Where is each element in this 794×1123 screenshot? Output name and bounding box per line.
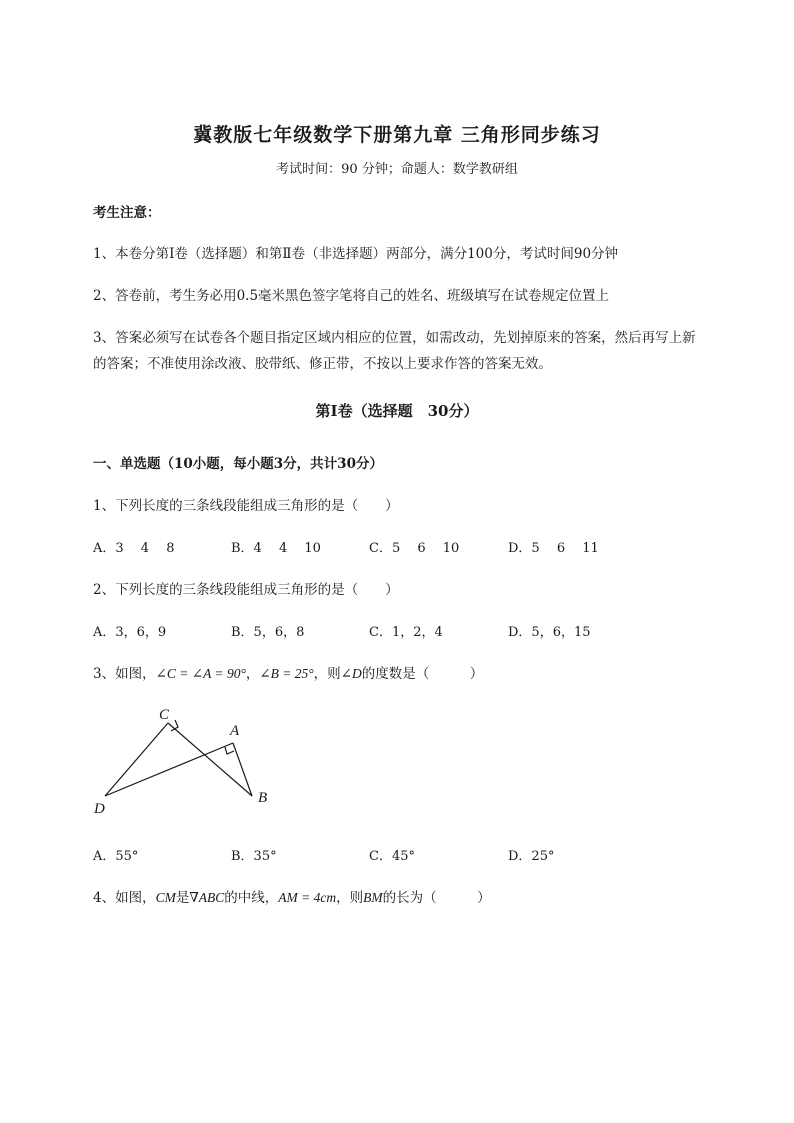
question-1-option-c[interactable]: C．5 6 10 xyxy=(369,541,460,556)
notice-item-1: 1、本卷分第Ⅰ卷（选择题）和第Ⅱ卷（非选择题）两部分，满分100分，考试时间90分钟 xyxy=(93,246,619,262)
question-4-suffix: 的长为（ ） xyxy=(382,890,491,906)
section-title: 第Ⅰ卷（选择题 30分） xyxy=(315,402,479,420)
question-2-option-c[interactable]: C．1，2，4 xyxy=(369,625,443,640)
label-a: A xyxy=(230,723,240,739)
right-angle-mark-c xyxy=(171,720,178,731)
question-4-stem-prefix: 4、如图， xyxy=(93,890,156,906)
question-3-stem xyxy=(93,662,483,682)
question-3-option-d[interactable]: D．25° xyxy=(508,849,555,864)
notice-item-3: 3、答案必须写在试卷各个题目指定区域内相应的位置，如需改动，先划掉原来的答案，然后再写上新 xyxy=(93,330,696,346)
question-4-stem xyxy=(93,886,491,906)
right-angle-mark-a xyxy=(225,747,234,754)
label-c: C xyxy=(159,707,170,723)
question-2-option-a[interactable]: A．3，6，9 xyxy=(93,625,167,640)
exam-info: 考试时间：90 分钟；命题人：数学教研组 xyxy=(276,162,518,177)
question-3-angle-condition: ∠C = ∠A = 90° xyxy=(155,666,246,681)
question-4-mid3: ，则 xyxy=(336,890,364,906)
question-3-stem-prefix: 3、如图， xyxy=(93,666,156,682)
question-1-option-d[interactable]: D．5 6 11 xyxy=(508,541,599,556)
label-d: D xyxy=(94,801,105,817)
question-3-suffix: 的度数是（ ） xyxy=(361,666,484,682)
question-3-option-a[interactable]: A．55° xyxy=(93,849,139,864)
page-title: 冀教版七年级数学下册第九章 三角形同步练习 xyxy=(193,124,601,146)
question-3-angle-d: ∠D xyxy=(340,666,362,681)
question-4-am: AM = 4cm xyxy=(278,890,337,905)
question-4-cm: CM xyxy=(155,890,176,905)
notice-heading: 考生注意： xyxy=(93,205,161,221)
segment-dc xyxy=(105,723,168,796)
question-1-option-b[interactable]: B．4 4 10 xyxy=(231,541,321,556)
label-b: B xyxy=(258,790,268,806)
question-3-angle-b: ∠B = 25° xyxy=(259,666,314,681)
question-3-option-c[interactable]: C．45° xyxy=(369,849,415,864)
question-3-option-b[interactable]: B．35° xyxy=(231,849,277,864)
notice-item-2: 2、答卷前，考生务必用0.5毫米黑色签字笔将自己的姓名、班级填写在试卷规定位置上 xyxy=(93,288,610,304)
question-3-mid: ，则 xyxy=(313,666,341,682)
triangle-figure xyxy=(88,700,288,825)
question-4-mid2: 的中线， xyxy=(224,890,279,906)
notice-item-3-cont: 的答案；不准使用涂改液、胶带纸、修正带，不按以上要求作答的答案无效。 xyxy=(93,356,552,372)
question-4-bm: BM xyxy=(363,890,383,905)
question-2-option-b[interactable]: B．5，6，8 xyxy=(231,625,305,640)
question-4-mid1: 是 xyxy=(175,890,190,906)
segment-da xyxy=(105,743,233,796)
question-4-triangle: ∇ABC xyxy=(189,890,225,905)
question-1-option-a[interactable]: A．3 4 8 xyxy=(93,541,175,556)
question-3-sep: ， xyxy=(245,666,260,682)
question-1-stem: 1、下列长度的三条线段能组成三角形的是（ ） xyxy=(93,498,399,514)
question-2-option-d[interactable]: D．5，6，15 xyxy=(508,625,591,640)
part-heading: 一、单选题（10小题，每小题3分，共计30分） xyxy=(93,456,383,472)
question-2-stem: 2、下列长度的三条线段能组成三角形的是（ ） xyxy=(93,582,399,598)
